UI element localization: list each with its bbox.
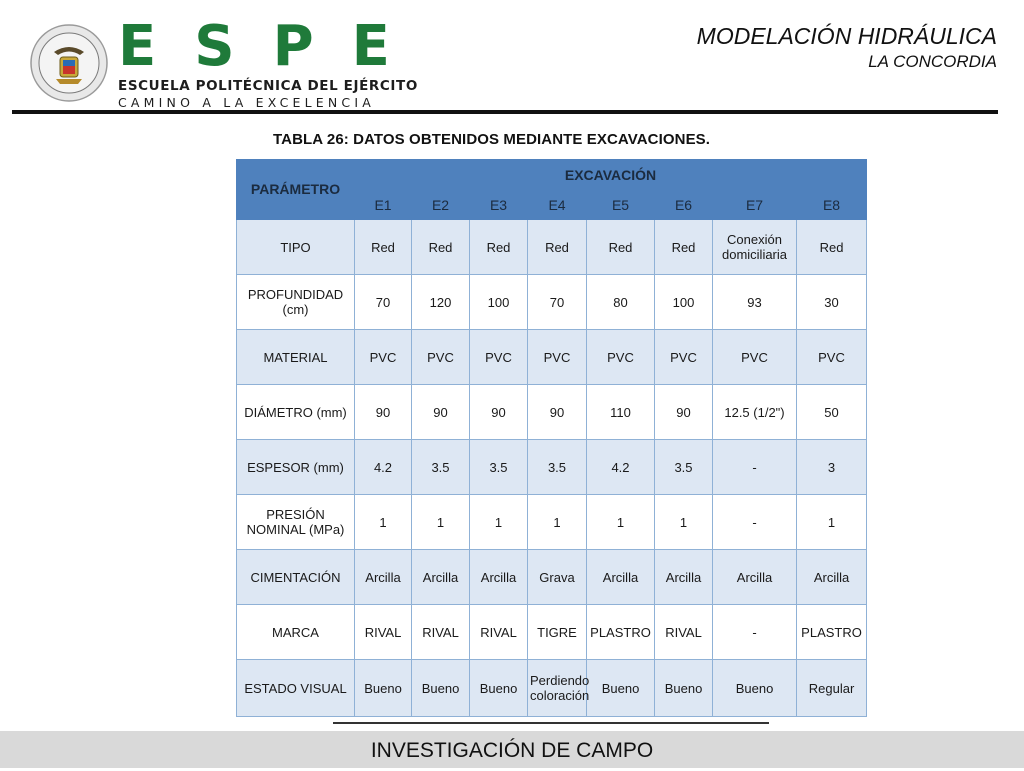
- parameter-cell: DIÁMETRO (mm): [237, 385, 355, 440]
- value-cell: -: [713, 440, 797, 495]
- espe-seal-logo: [30, 24, 108, 102]
- value-cell: 100: [655, 275, 713, 330]
- slide-subtitle: LA CONCORDIA: [868, 52, 997, 71]
- parameter-cell: PRESIÓN NOMINAL (MPa): [237, 495, 355, 550]
- parameter-cell: ESPESOR (mm): [237, 440, 355, 495]
- table-row: [237, 385, 867, 440]
- value-cell: 3.5: [528, 440, 587, 495]
- footer-text: INVESTIGACIÓN DE CAMPO: [370, 739, 654, 762]
- value-cell: Arcilla: [412, 550, 470, 605]
- value-cell: 110: [587, 385, 655, 440]
- value-cell: Red: [355, 220, 412, 275]
- value-cell: Perdiendo coloración: [528, 660, 587, 717]
- espe-wordmark: [118, 14, 418, 79]
- value-cell: 93: [713, 275, 797, 330]
- table-row: [237, 605, 867, 660]
- value-cell: Red: [528, 220, 587, 275]
- value-cell: PLASTRO: [797, 605, 867, 660]
- table-row: [237, 330, 867, 385]
- value-cell: 90: [528, 385, 587, 440]
- value-cell: Bueno: [587, 660, 655, 717]
- value-cell: 3.5: [470, 440, 528, 495]
- value-cell: Bueno: [470, 660, 528, 717]
- parameter-cell: MARCA: [237, 605, 355, 660]
- value-cell: 120: [412, 275, 470, 330]
- column-header-e5: E5: [587, 191, 655, 220]
- column-header-e2: E2: [412, 191, 470, 220]
- value-cell: 50: [797, 385, 867, 440]
- value-cell: RIVAL: [412, 605, 470, 660]
- value-cell: Arcilla: [470, 550, 528, 605]
- value-cell: 12.5 (1/2"): [713, 385, 797, 440]
- value-cell: 3.5: [655, 440, 713, 495]
- value-cell: PVC: [355, 330, 412, 385]
- value-cell: PVC: [713, 330, 797, 385]
- value-cell: RIVAL: [470, 605, 528, 660]
- column-header-e4: E4: [528, 191, 587, 220]
- parameter-header: PARÁMETRO: [237, 160, 355, 220]
- header-divider: [12, 110, 998, 114]
- value-cell: PVC: [470, 330, 528, 385]
- value-cell: 80: [587, 275, 655, 330]
- column-header-e8: E8: [797, 191, 867, 220]
- parameter-cell: PROFUNDIDAD (cm): [237, 275, 355, 330]
- value-cell: 4.2: [355, 440, 412, 495]
- value-cell: PVC: [587, 330, 655, 385]
- value-cell: -: [713, 605, 797, 660]
- value-cell: Conexión domiciliaria: [713, 220, 797, 275]
- value-cell: Bueno: [713, 660, 797, 717]
- table-row: [237, 440, 867, 495]
- column-header-e1: E1: [355, 191, 412, 220]
- school-name: ESCUELA POLITÉCNICA DEL EJÉRCITO: [118, 78, 418, 94]
- value-cell: 3: [797, 440, 867, 495]
- value-cell: Arcilla: [713, 550, 797, 605]
- value-cell: Red: [797, 220, 867, 275]
- brand-letter: P: [272, 14, 314, 79]
- value-cell: 4.2: [587, 440, 655, 495]
- value-cell: 90: [412, 385, 470, 440]
- slide-title: MODELACIÓN HIDRÁULICA: [696, 23, 997, 49]
- parameter-cell: TIPO: [237, 220, 355, 275]
- value-cell: 1: [655, 495, 713, 550]
- value-cell: Red: [655, 220, 713, 275]
- value-cell: 100: [470, 275, 528, 330]
- value-cell: Arcilla: [587, 550, 655, 605]
- value-cell: PVC: [528, 330, 587, 385]
- value-cell: Grava: [528, 550, 587, 605]
- title-block: [697, 22, 997, 74]
- value-cell: PVC: [655, 330, 713, 385]
- value-cell: PLASTRO: [587, 605, 655, 660]
- brand-letter: E: [351, 14, 390, 79]
- value-cell: 1: [587, 495, 655, 550]
- table-bottom-line: [333, 722, 769, 724]
- value-cell: 1: [528, 495, 587, 550]
- value-cell: RIVAL: [355, 605, 412, 660]
- table-row: [237, 220, 867, 275]
- value-cell: 1: [355, 495, 412, 550]
- value-cell: PVC: [797, 330, 867, 385]
- value-cell: Red: [470, 220, 528, 275]
- column-header-e3: E3: [470, 191, 528, 220]
- table-row: [237, 660, 867, 717]
- slide-footer: [0, 731, 1024, 768]
- value-cell: Arcilla: [797, 550, 867, 605]
- value-cell: 70: [355, 275, 412, 330]
- value-cell: Red: [587, 220, 655, 275]
- value-cell: 70: [528, 275, 587, 330]
- table-row: [237, 550, 867, 605]
- value-cell: 30: [797, 275, 867, 330]
- value-cell: PVC: [412, 330, 470, 385]
- value-cell: RIVAL: [655, 605, 713, 660]
- value-cell: 1: [470, 495, 528, 550]
- value-cell: TIGRE: [528, 605, 587, 660]
- value-cell: Bueno: [355, 660, 412, 717]
- espe-brand: [118, 14, 418, 110]
- parameter-cell: MATERIAL: [237, 330, 355, 385]
- value-cell: Arcilla: [355, 550, 412, 605]
- value-cell: -: [713, 495, 797, 550]
- value-cell: Bueno: [655, 660, 713, 717]
- column-header-e6: E6: [655, 191, 713, 220]
- table-body: [237, 220, 867, 717]
- value-cell: 1: [412, 495, 470, 550]
- column-header-e7: E7: [713, 191, 797, 220]
- value-cell: Regular: [797, 660, 867, 717]
- excavation-data-table: [236, 159, 867, 717]
- value-cell: Bueno: [412, 660, 470, 717]
- school-motto: CAMINO A LA EXCELENCIA: [118, 95, 375, 110]
- excavation-header: EXCAVACIÓN: [355, 160, 867, 191]
- value-cell: 90: [355, 385, 412, 440]
- value-cell: 1: [797, 495, 867, 550]
- parameter-cell: CIMENTACIÓN: [237, 550, 355, 605]
- value-cell: 90: [655, 385, 713, 440]
- value-cell: 3.5: [412, 440, 470, 495]
- value-cell: Red: [412, 220, 470, 275]
- brand-letter: E: [118, 14, 157, 79]
- table-caption: TABLA 26: DATOS OBTENIDOS MEDIANTE EXCAVACIONES.: [273, 131, 711, 148]
- value-cell: Arcilla: [655, 550, 713, 605]
- table-row: [237, 275, 867, 330]
- parameter-cell: ESTADO VISUAL: [237, 660, 355, 717]
- slide-header: [0, 0, 1024, 112]
- brand-letter: S: [194, 14, 235, 79]
- value-cell: 90: [470, 385, 528, 440]
- table-row: [237, 495, 867, 550]
